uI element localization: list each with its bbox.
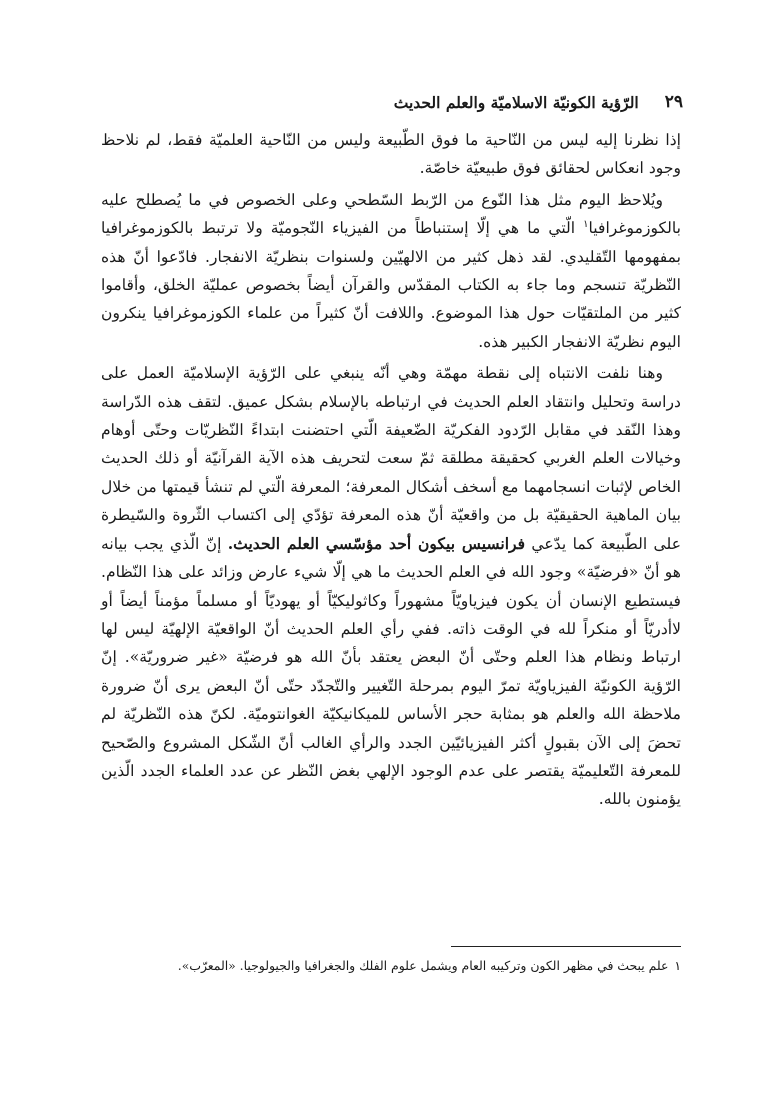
- footnote-reference: ١: [583, 219, 589, 231]
- paragraph-2-text-end: الّتي ما هي إلّا إستنباطاً من الفيزياء النّجوميّة ولا ترتبط بالكوزموغرافيا بمفهومها التّقليدي. لقد ذهل كثير من الالهيّين ولسنوات بنظريّة الانفجار. فادّعوا أنّ هذه النّظريّة تنسجم وما جاء به الكتاب المقدّس والقرآن أيضاً بخصوص عمليّة الخلق، وأقاموا كثير من الملتقيّات حول هذا الموضوع. واللافت أنّ كثيراً من علماء الكوزموغرافيا ينكرون اليوم نظريّة الانفجار الكبير هذه.: [101, 219, 681, 351]
- footnote-divider: [451, 946, 681, 947]
- paragraph-3: [101, 359, 681, 814]
- footnote: [101, 956, 681, 976]
- paragraph-2-text-start: ويُلاحظ اليوم مثل هذا النّوع من الرّبط السّطحي وعلى الخصوص في ما يُصطلح عليه بالكوزموغرافيا: [101, 190, 681, 238]
- running-header: [100, 88, 683, 116]
- paragraph-1: [101, 126, 681, 183]
- page-number: ٢٩: [664, 92, 683, 112]
- paragraph-3-text-end: إنّ الّذي يجب بيانه هو أنّ «فرضيّة» وجود الله في العلم الحديث ما هي إلّا شيء عارض وزائد على هذا النّظام. فيستطيع الإنسان أن يكون فيزياويّاً مشهوراً وكاثوليكيّاً أو يهوديّاً أو مسلماً مؤمناً أيضاً أو لاأدريّاً أو منكراً لله في الوقت ذاته. ففي رأي العلم الحديث أنّ الواقعيّة الإلهيّة ليس لها ارتباط ونظام هذا العلم وحتّى أنّ البعض يعتقد بأنّ الله هو فرضيّة «غير ضروريّة». إنّ الرّؤية الكونيّة الفيزياويّة تمرّ اليوم بمرحلة التّغيير والتّجدّد حتّى أنّ البعض يرى أنّ ضرورة ملاحظة الله والعلم هو بمثابة حجر الأساس للميكانيكيّة الغوانتوميّة. لكنّ هذه النّظريّة لم تحضَ إلى الآن بقبولٍ أكثر الفيزيائيّين الجدد والرأي الغالب أنّ الشّكل المشروع والصّحيح للمعرفة التّعليميّة يقتصر على عدم الوجود الإلهي بغض النّظر عن عدد العلماء الجدد الّذين يؤمنون بالله.: [101, 534, 681, 809]
- paragraph-1-text: إذا نظرنا إليه ليس من النّاحية ما فوق الطّبيعة وليس من النّاحية العلميّة فقط، لم نلاحظ وجود انعكاس لحقائق فوق طبيعيّة خاصّة.: [101, 131, 681, 178]
- paragraph-3-bold-phrase: فرانسيس بيكون أحد مؤسّسي العلم الحديث.: [227, 533, 526, 553]
- footnote-text: علم يبحث في مظهر الكون وتركيبه العام ويشمل علوم الفلك والجغرافيا والجيولوجيا. «المعرّب».: [177, 958, 669, 973]
- footnote-marker: ١: [674, 958, 681, 973]
- chapter-title: الرّؤية الكونيّة الاسلاميّة والعلم الحديث: [393, 92, 639, 112]
- paragraph-2: [101, 186, 681, 356]
- main-text: [101, 126, 681, 814]
- paragraph-3-text-start: وهنا نلفت الانتباه إلى نقطة مهمّة وهي أنّه ينبغي على الرّؤية الإسلاميّة العمل على دراسة وتحليل وانتقاد العلم الحديث في ارتباطه بالإسلام بشكل عميق. لتقف هذه الدّراسة وهذا النّقد في مقابل الرّدود الفكريّة الضّعيفة الّتي احتضنت ابتداءً النّظريّات وحتّى أوهام وخيالات العلم الغربي كحقيقة مطلقة ثمّ سعت لتحريف هذه الآية القرآنيّة أو ذلك الحديث الخاص لإثبات انسجامهما مع أسخف أشكال المعرفة؛ المعرفة الّتي لم تنشأ قيمتها من خلال بيان الماهية الحقيقيّة بل من واقعيّة أنّ هذه المعرفة تؤدّي إلى اكتساب الثّروة والسّيطرة على الطّبيعة كما يدّعي: [101, 364, 682, 553]
